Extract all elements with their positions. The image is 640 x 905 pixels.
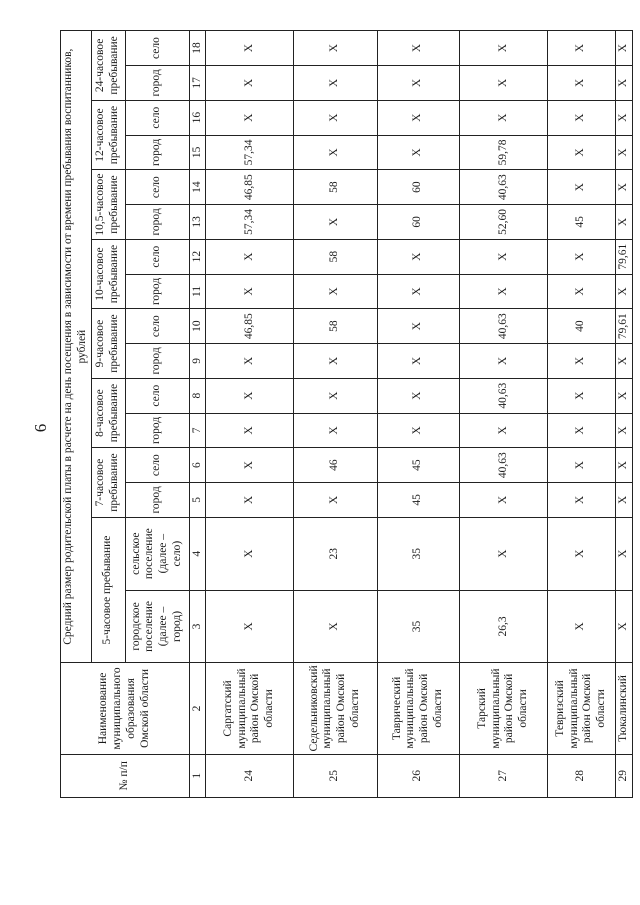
header-sub-city-5h: городское поселение (далее – город) (125, 590, 189, 663)
table-cell: 46 (293, 448, 377, 483)
table-row (377, 31, 459, 798)
table-cell: 40,63 (459, 309, 547, 344)
municipality-name: Тюкалинский (615, 663, 632, 754)
header-sub-city: город (125, 344, 189, 379)
table-cell: 23 (293, 517, 377, 590)
row-number: 26 (377, 754, 459, 797)
header-sub-city: город (125, 66, 189, 101)
table-cell: X (459, 66, 547, 101)
table-cell: X (615, 448, 632, 483)
row-number: 25 (293, 754, 377, 797)
table-cell: X (548, 378, 616, 413)
table-cell: X (206, 66, 293, 101)
table-cell: X (377, 309, 459, 344)
row-number: 28 (548, 754, 616, 797)
table-row (206, 31, 293, 798)
header-sub-village: село (125, 31, 189, 66)
table-cell: X (459, 274, 547, 309)
table-cell: X (377, 239, 459, 274)
table-row (293, 31, 377, 798)
header-group-8h: 8-часовое пребывание (91, 378, 125, 448)
table-cell: 59,78 (459, 135, 547, 170)
table-cell: X (615, 517, 632, 590)
table-cell: X (293, 100, 377, 135)
municipality-name: Тарский муниципальный район Омской области (459, 663, 547, 754)
col-number: 4 (189, 517, 206, 590)
header-sub-village: село (125, 309, 189, 344)
col-number: 18 (189, 31, 206, 66)
table-cell: 58 (293, 309, 377, 344)
header-sub-village: село (125, 448, 189, 483)
table-row (548, 31, 616, 798)
table-cell: X (548, 274, 616, 309)
rotated-table-canvas (60, 30, 633, 798)
table-cell: X (377, 378, 459, 413)
header-sub-city: город (125, 413, 189, 448)
header-sub-village-5h: сельское поселение (далее – село) (125, 517, 189, 590)
col-number: 10 (189, 309, 206, 344)
col-number: 15 (189, 135, 206, 170)
table-cell: 58 (293, 239, 377, 274)
table-cell: X (615, 135, 632, 170)
table-cell: X (293, 66, 377, 101)
table-cell: X (548, 135, 616, 170)
table-cell: X (615, 378, 632, 413)
col-number: 6 (189, 448, 206, 483)
table-cell: 57,34 (206, 135, 293, 170)
header-title: Средний размер родительской платы в расчете на день посещения в зависимости от времени пребывания воспитанников, рублей (61, 31, 92, 663)
col-number: 13 (189, 205, 206, 240)
table-cell: X (206, 483, 293, 518)
table-cell: 60 (377, 205, 459, 240)
table-cell: 35 (377, 590, 459, 663)
col-number: 7 (189, 413, 206, 448)
table-cell: X (206, 239, 293, 274)
table-body (206, 31, 633, 798)
col-number: 12 (189, 239, 206, 274)
col-number: 9 (189, 344, 206, 379)
table-cell: X (293, 31, 377, 66)
table-cell: X (548, 590, 616, 663)
table-cell: X (548, 344, 616, 379)
header-sub-city: город (125, 483, 189, 518)
row-number: 27 (459, 754, 547, 797)
table-cell: X (548, 483, 616, 518)
table-cell: X (293, 378, 377, 413)
table-cell: X (206, 378, 293, 413)
table-cell: X (548, 31, 616, 66)
table-cell: X (377, 413, 459, 448)
table-row (459, 31, 547, 798)
page-number: 6 (31, 423, 50, 433)
table-cell: X (377, 274, 459, 309)
table-cell: X (377, 66, 459, 101)
table-cell: X (615, 344, 632, 379)
header-group-10h: 10-часовое пребывание (91, 239, 125, 309)
table-cell: 40,63 (459, 170, 547, 205)
table-cell: X (615, 590, 632, 663)
municipality-name: Таврический муниципальный район Омской области (377, 663, 459, 754)
header-sub-city: город (125, 205, 189, 240)
col-number: 5 (189, 483, 206, 518)
table-cell: 52,60 (459, 205, 547, 240)
header-group-24h: 24-часовое пребывание (91, 31, 125, 101)
header-sub-village: село (125, 239, 189, 274)
table-cell: X (548, 413, 616, 448)
table-cell: 45 (377, 448, 459, 483)
table-cell: X (615, 274, 632, 309)
table-cell: X (615, 205, 632, 240)
table-cell: 58 (293, 170, 377, 205)
table-cell: X (293, 135, 377, 170)
table-cell: 45 (377, 483, 459, 518)
table-cell: X (615, 170, 632, 205)
municipality-name: Седельниковский муниципальный район Омской области (293, 663, 377, 754)
table-cell: 60 (377, 170, 459, 205)
col-number: 2 (189, 663, 206, 754)
table-cell: X (293, 344, 377, 379)
table-cell: 40,63 (459, 448, 547, 483)
table-cell: X (206, 517, 293, 590)
col-number: 11 (189, 274, 206, 309)
table-cell: 45 (548, 205, 616, 240)
row-number: 24 (206, 754, 293, 797)
table-cell: X (615, 31, 632, 66)
table-cell: X (615, 413, 632, 448)
table-cell: X (377, 31, 459, 66)
table-cell: X (459, 483, 547, 518)
header-group-10-5h: 10,5-часовое пребывание (91, 170, 125, 240)
header-group-12h: 12-часовое пребывание (91, 100, 125, 170)
table-cell: X (459, 239, 547, 274)
header-sub-village: село (125, 378, 189, 413)
table-cell: 35 (377, 517, 459, 590)
col-number: 16 (189, 100, 206, 135)
table-cell: X (206, 448, 293, 483)
col-number: 14 (189, 170, 206, 205)
col-number: 8 (189, 378, 206, 413)
col-number: 3 (189, 590, 206, 663)
col-number: 17 (189, 66, 206, 101)
table-cell: 79,61 (615, 239, 632, 274)
table-row (615, 31, 632, 798)
table-cell: X (459, 100, 547, 135)
table-cell: X (615, 483, 632, 518)
table-cell: X (459, 413, 547, 448)
table-cell: 40 (548, 309, 616, 344)
header-group-5h: 5-часовое пребывание (91, 517, 125, 663)
table-cell: X (548, 517, 616, 590)
table-cell: X (548, 448, 616, 483)
table-cell: X (206, 590, 293, 663)
col-number: 1 (189, 754, 206, 797)
table-cell: 57,34 (206, 205, 293, 240)
header-sub-city: город (125, 135, 189, 170)
table-cell: 79,61 (615, 309, 632, 344)
table-cell: 40,63 (459, 378, 547, 413)
table-cell: 46,85 (206, 309, 293, 344)
table-cell: X (615, 100, 632, 135)
header-sub-village: село (125, 170, 189, 205)
row-number: 29 (615, 754, 632, 797)
table-cell: X (459, 517, 547, 590)
header-name: Наименование муниципального образования Омской области (61, 663, 190, 754)
table-cell: X (206, 31, 293, 66)
table-cell: X (206, 344, 293, 379)
table-cell: X (548, 239, 616, 274)
header-sub-village: село (125, 100, 189, 135)
table-cell: X (548, 170, 616, 205)
table-cell: X (293, 274, 377, 309)
municipality-name: Саргатский муниципальный район Омской области (206, 663, 293, 754)
table-cell: X (377, 135, 459, 170)
table-cell: 26,3 (459, 590, 547, 663)
table-cell: X (459, 344, 547, 379)
municipality-name: Тевризский муниципальный район Омской области (548, 663, 616, 754)
table-cell: X (615, 66, 632, 101)
tariff-table (60, 30, 633, 798)
table-cell: X (548, 100, 616, 135)
table-cell: X (293, 205, 377, 240)
header-group-9h: 9-часовое пребывание (91, 309, 125, 379)
table-cell: X (293, 590, 377, 663)
table-cell: X (206, 413, 293, 448)
table-cell: 46,85 (206, 170, 293, 205)
table-cell: X (548, 66, 616, 101)
table-cell: X (293, 483, 377, 518)
table-cell: X (459, 31, 547, 66)
header-group-7h: 7-часовое пребывание (91, 448, 125, 518)
table-cell: X (377, 344, 459, 379)
header-sub-city: город (125, 274, 189, 309)
table-cell: X (293, 413, 377, 448)
table-cell: X (206, 100, 293, 135)
table-cell: X (206, 274, 293, 309)
table-cell: X (377, 100, 459, 135)
header-number: № п/п (61, 754, 190, 797)
